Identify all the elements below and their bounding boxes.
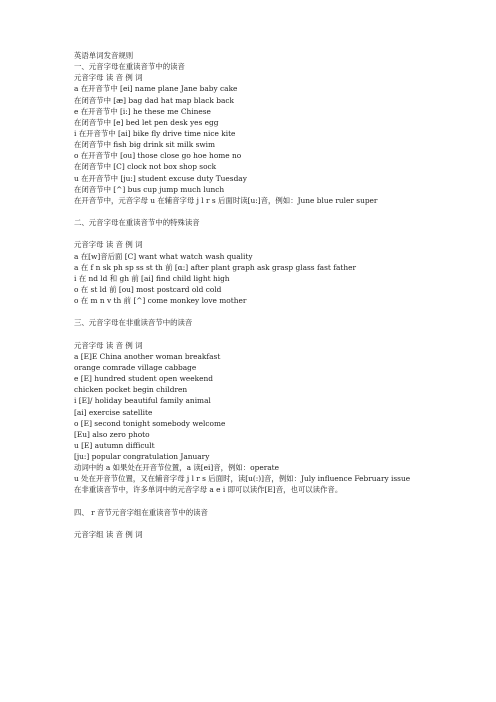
- text-line: o [E] second tonight somebody welcome: [74, 418, 226, 428]
- document-page: [74, 50, 474, 540]
- text-line: o 在 st ld 前 [ou] most postcard old cold: [74, 284, 222, 294]
- text-line: a [E]E China another woman breakfast: [74, 351, 221, 361]
- document-title: 英语单词发音规则: [74, 51, 134, 60]
- text-line: orange comrade village cabbage: [74, 362, 197, 372]
- section-heading-2: 二、元音字母在重读音节中的特殊读音: [74, 218, 200, 228]
- text-line: a 在[w]音后面 [C] want what watch wash quality: [74, 251, 253, 261]
- text-line: e [E] hundred student open weekend: [74, 374, 214, 384]
- text-line: a 在开音节中 [ei] name plane Jane baby cake: [74, 84, 238, 94]
- text-line: o 在开音节中 [ou] those close go hoe home no: [74, 151, 242, 161]
- text-line: 在闭音节中 fish big drink sit milk swim: [74, 140, 216, 150]
- text-line: o 在 m n v th 前 [^] come monkey love mother: [74, 296, 247, 306]
- table-header-4: 元音字组 读 音 例 词: [74, 530, 143, 540]
- section-heading-1: 一、元音字母在重读音节中的读音: [74, 62, 185, 72]
- blank-line: [74, 518, 474, 529]
- text-line: 在开音节中，元音字母 u 在辅音字母 j l r s 后面时读[u:]音，例如：June blue ruler super: [74, 195, 378, 205]
- text-line: u 在开音节中 [ju:] student excuse duty Tuesday: [74, 173, 247, 183]
- table-header-3: 元音字母 读 音 例 词: [74, 340, 143, 350]
- blank-line: [74, 228, 474, 239]
- blank-line: [74, 306, 474, 317]
- blank-line: [74, 206, 474, 217]
- text-line: i 在开音节中 [ai] bike fly drive time nice kite: [74, 128, 236, 138]
- text-line: [Eu] also zero photo: [74, 429, 150, 439]
- text-line: 在闭音节中 [C] clock not box shop sock: [74, 162, 217, 172]
- blank-line: [74, 329, 474, 340]
- text-line: u [E] autumn difficult: [74, 440, 155, 450]
- text-line: 在闭音节中 [^] bus cup jump much lunch: [74, 184, 225, 194]
- text-line: 在闭音节中 [æ] bag dad hat map black back: [74, 95, 235, 105]
- text-line: a 在 f n sk ph sp ss st th 前 [α:] after plant graph ask grasp glass fast father: [74, 262, 356, 272]
- text-line: [ai] exercise satellite: [74, 407, 153, 417]
- section-heading-4: 四、 r 音节元音字组在重读音节中的读音: [74, 507, 208, 517]
- text-line: chicken pocket begin children: [74, 385, 188, 395]
- text-line: u 处在开音节位置，又在辅音字母 j l r s 后面时，读[u(:)]音，例如：July influence February issue: [74, 474, 411, 484]
- text-line: 在非重读音节中，许多单词中的元音字母 a e i 即可以读作[E]音，也可以读作音。: [74, 485, 343, 495]
- text-line: 在闭音节中 [e] bed let pen desk yes egg: [74, 117, 219, 127]
- blank-line: [74, 496, 474, 507]
- text-line: e 在开音节中 [i:] he these me Chinese: [74, 106, 211, 116]
- table-header-2: 元音字母 读 音 例 词: [74, 240, 143, 250]
- table-header-1: 元音字母 读 音 例 词: [74, 73, 143, 83]
- section-heading-3: 三、元音字母在非重读音节中的读音: [74, 318, 193, 328]
- text-line: 动词中的 a 如果处在开音节位置，a 读[ei]音，例如：operate: [74, 463, 280, 473]
- text-line: [ju:] popular congratulation January: [74, 452, 210, 462]
- text-line: i [E]/ holiday beautiful family animal: [74, 396, 211, 406]
- text-line: i 在 nd ld 和 gh 前 [ai] find child light high: [74, 273, 230, 283]
